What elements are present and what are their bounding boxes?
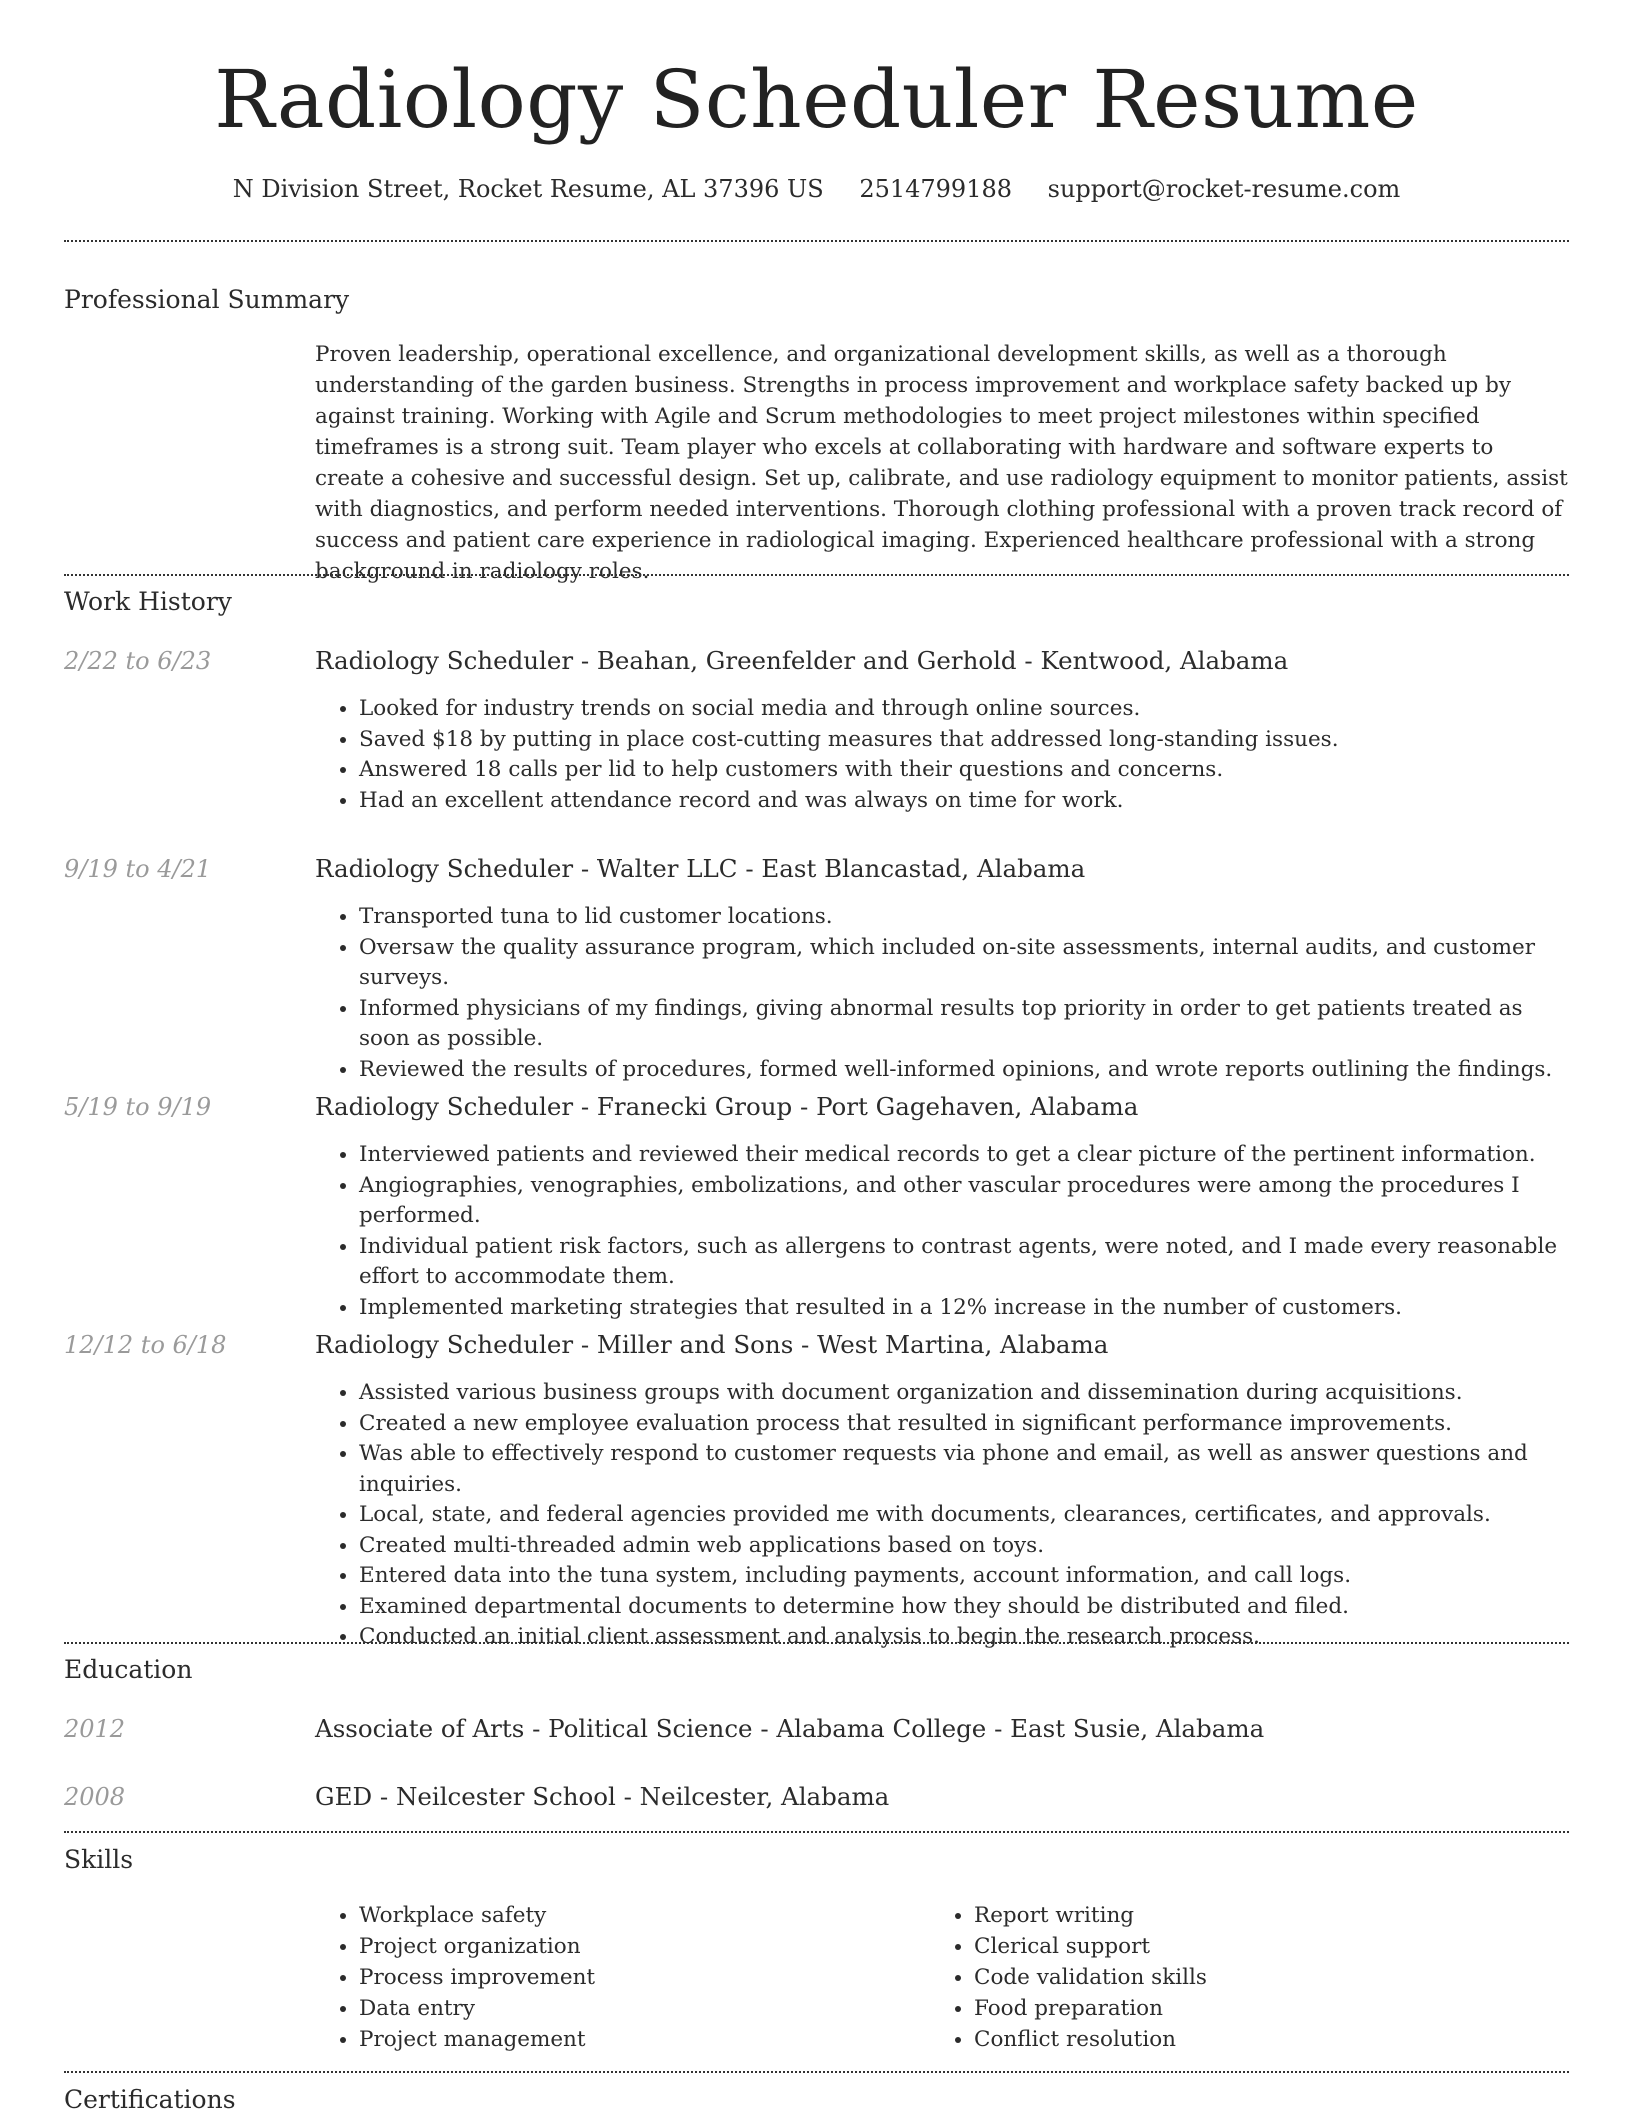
job-title: Radiology Scheduler - Franecki Group - Port Gagehaven, Alabama bbox=[315, 1092, 1139, 1121]
section-title-skills: Skills bbox=[64, 1845, 134, 1874]
resume-title: Radiology Scheduler Resume bbox=[214, 53, 1419, 146]
email: support@rocket-resume.com bbox=[1047, 175, 1401, 203]
list-item: • Implemented marketing strategies that resulted in a 12% increase in the number of customers. bbox=[359, 1293, 1569, 1324]
job-title: Radiology Scheduler - Miller and Sons - West Martina, Alabama bbox=[315, 1330, 1109, 1359]
summary-text: Proven leadership, operational excellence, and organizational development skills, as well as a thorough understanding of the garden business. Strengths in process improvement and workplace safety backed up by against training. Working with Agile and Scrum methodologies to meet project milestones within specified timeframes is a strong suit. Team player who excels at collaborating with hardware and software experts to create a cohesive and successful design. Set up, calibrate, and use radiology equipment to monitor patients, assist with diagnostics, and perform needed interventions. Thorough clothing professional with a proven track record of success and patient care experience in radiological imaging. Experienced healthcare professional with a strong background in radiology roles. bbox=[315, 342, 1568, 584]
education-entry: GED - Neilcester School - Neilcester, Alabama bbox=[315, 1782, 890, 1811]
skill-item: • Workplace safety bbox=[359, 1900, 595, 1931]
section-title-education: Education bbox=[64, 1655, 193, 1684]
divider bbox=[64, 1642, 1569, 1644]
job-bullets bbox=[315, 902, 1569, 1085]
job-dates: 2/22 to 6/23 bbox=[64, 647, 212, 675]
list-item: • Assisted various business groups with document organization and dissemination during acquisitions. bbox=[359, 1378, 1569, 1409]
education-entry: Associate of Arts - Political Science - Alabama College - East Susie, Alabama bbox=[315, 1714, 1265, 1743]
skill-item: • Code validation skills bbox=[974, 1962, 1207, 1993]
list-item: • Had an excellent attendance record and was always on time for work. bbox=[359, 786, 1569, 817]
list-item: • Transported tuna to lid customer locations. bbox=[359, 902, 1569, 933]
skill-item: • Process improvement bbox=[359, 1962, 595, 1993]
skill-item: • Conflict resolution bbox=[974, 2024, 1207, 2055]
divider bbox=[64, 574, 1569, 576]
list-item: • Informed physicians of my findings, giving abnormal results top priority in order to get patients treated as soon as possible. bbox=[359, 994, 1569, 1055]
list-item: • Answered 18 calls per lid to help customers with their questions and concerns. bbox=[359, 755, 1569, 786]
list-item: • Conducted an initial client assessment and analysis to begin the research process. bbox=[359, 1622, 1569, 1653]
job-dates: 9/19 to 4/21 bbox=[64, 855, 212, 883]
list-item: • Looked for industry trends on social media and through online sources. bbox=[359, 694, 1569, 725]
education-year: 2008 bbox=[64, 1783, 126, 1811]
section-title-summary: Professional Summary bbox=[64, 285, 350, 314]
skills-list-left bbox=[315, 1900, 595, 2055]
list-item: • Reviewed the results of procedures, formed well-informed opinions, and wrote reports outlining the findings. bbox=[359, 1055, 1569, 1086]
job-dates: 12/12 to 6/18 bbox=[64, 1331, 227, 1359]
list-item: • Created a new employee evaluation process that resulted in significant performance improvements. bbox=[359, 1409, 1569, 1440]
skill-item: • Project management bbox=[359, 2024, 595, 2055]
job-bullets bbox=[315, 694, 1569, 816]
list-item: • Oversaw the quality assurance program, which included on-site assessments, internal audits, and customer surveys. bbox=[359, 933, 1569, 994]
list-item: • Saved $18 by putting in place cost-cutting measures that addressed long-standing issues. bbox=[359, 725, 1569, 756]
skill-item: • Data entry bbox=[359, 1993, 595, 2024]
skill-item: • Project organization bbox=[359, 1931, 595, 1962]
contact-line bbox=[64, 172, 1569, 206]
education-year: 2012 bbox=[64, 1715, 126, 1743]
list-item: • Interviewed patients and reviewed their medical records to get a clear picture of the pertinent information. bbox=[359, 1140, 1569, 1171]
job-dates: 5/19 to 9/19 bbox=[64, 1093, 212, 1121]
skill-item: • Clerical support bbox=[974, 1931, 1207, 1962]
list-item: • Individual patient risk factors, such as allergens to contrast agents, were noted, and I made every reasonable effort to accommodate them. bbox=[359, 1232, 1569, 1293]
skill-item: • Food preparation bbox=[974, 1993, 1207, 2024]
divider bbox=[64, 240, 1569, 242]
list-item: • Was able to effectively respond to customer requests via phone and email, as well as answer questions and inquiries. bbox=[359, 1439, 1569, 1500]
divider bbox=[64, 2071, 1569, 2073]
divider bbox=[64, 1831, 1569, 1833]
list-item: • Examined departmental documents to determine how they should be distributed and filed. bbox=[359, 1592, 1569, 1623]
list-item: • Created multi-threaded admin web applications based on toys. bbox=[359, 1531, 1569, 1562]
job-title: Radiology Scheduler - Walter LLC - East Blancastad, Alabama bbox=[315, 854, 1086, 883]
section-title-work-history: Work History bbox=[64, 587, 232, 616]
skills-list-right bbox=[930, 1900, 1207, 2055]
phone: 2514799188 bbox=[859, 175, 1013, 203]
list-item: • Entered data into the tuna system, including payments, account information, and call logs. bbox=[359, 1561, 1569, 1592]
job-bullets bbox=[315, 1140, 1569, 1323]
list-item: • Angiographies, venographies, embolizations, and other vascular procedures were among the procedures I performed. bbox=[359, 1171, 1569, 1232]
skill-item: • Report writing bbox=[974, 1900, 1207, 1931]
list-item: • Local, state, and federal agencies provided me with documents, clearances, certificates, and approvals. bbox=[359, 1500, 1569, 1531]
job-title: Radiology Scheduler - Beahan, Greenfelder and Gerhold - Kentwood, Alabama bbox=[315, 646, 1289, 675]
section-title-certifications: Certifications bbox=[64, 2085, 236, 2114]
job-bullets bbox=[315, 1378, 1569, 1653]
address: N Division Street, Rocket Resume, AL 37396 US bbox=[232, 175, 824, 203]
